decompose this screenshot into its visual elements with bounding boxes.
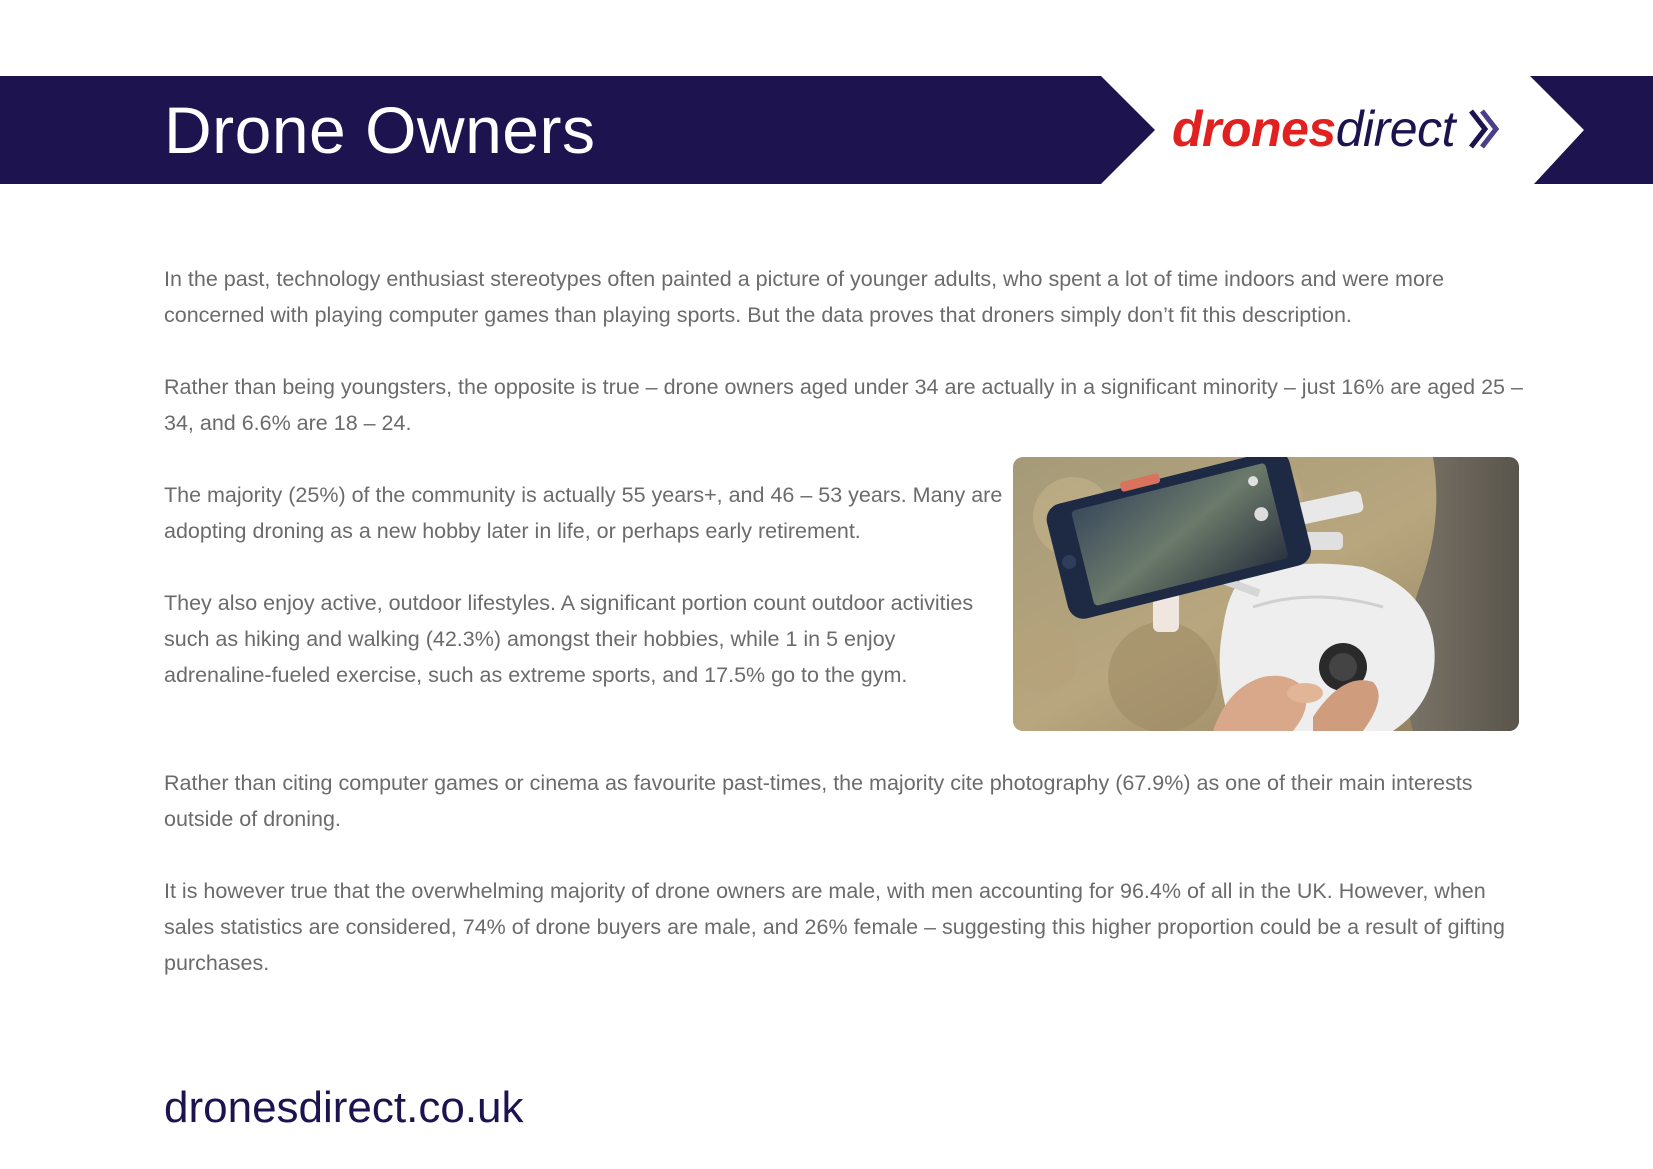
website-url[interactable]: dronesdirect.co.uk: [164, 1083, 524, 1132]
logo-text-drones: drones: [1172, 101, 1336, 157]
double-chevron-right-icon: [1467, 107, 1501, 151]
header-banner: [0, 76, 1653, 184]
paragraph-gender: It is however true that the overwhelming majority of drone owners are male, with men accounting for 96.4% of all in the UK. However, when sales statistics are considered, 74% of drone buyers are male, and 26% female – suggesting this higher proportion could be a result of gifting purchases.: [164, 879, 1505, 975]
page-title: Drone Owners: [164, 93, 596, 167]
paragraph-photography: Rather than citing computer games or cinema as favourite past-times, the majority cite photography (67.9%) as one of their main interests outside of droning.: [164, 771, 1473, 831]
paragraph-age-young: Rather than being youngsters, the opposite is true – drone owners aged under 34 are actually in a significant minority – just 16% are aged 25 – 34, and 6.6% are 18 – 24.: [164, 375, 1523, 435]
paragraph-age-majority: The majority (25%) of the community is actually 55 years+, and 46 – 53 years. Many are adopting droning as a new hobby later in life, or perhaps early retirement.: [164, 483, 1003, 543]
paragraph-outdoor-lifestyle: They also enjoy active, outdoor lifestyles. A significant portion count outdoor activities such as hiking and walking (42.3%) amongst their hobbies, while 1 in 5 enjoy adrenaline-fueled exercise, such as extreme sports, and 17.5% go to the gym.: [164, 591, 974, 687]
logo-text-direct: direct: [1335, 101, 1455, 157]
drone-controller-illustration: [1013, 457, 1519, 731]
drone-controller-photo: [1013, 457, 1519, 731]
brand-logo: [1172, 96, 1501, 162]
paragraph-intro: In the past, technology enthusiast stereotypes often painted a picture of younger adults, who spent a lot of time indoors and were more concerned with playing computer games than playing sports. But the data proves that droners simply don’t fit this description.: [164, 267, 1445, 327]
